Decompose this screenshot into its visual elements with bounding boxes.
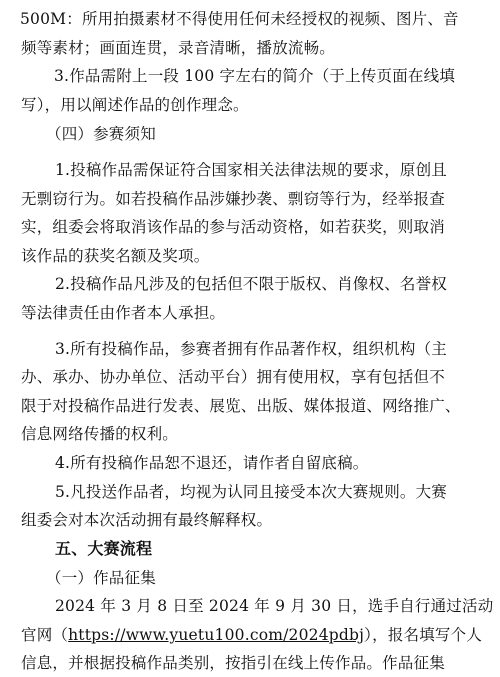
paragraph-line: 写），用以阐述作品的创作理念。 xyxy=(21,96,249,114)
paragraph-line: 实，组委会将取消该作品的参与活动资格，如若获奖，则取消 xyxy=(21,218,445,236)
website-link[interactable]: https://www.yuetu100.com/2024pdbj xyxy=(68,626,365,644)
section-heading: 五、大赛流程 xyxy=(55,539,153,558)
paragraph-line: 5.凡投送作品者，均视为认同且接受本次大赛规则。大赛 xyxy=(55,483,447,501)
paragraph-line: 办、承办、协办单位、活动平台）拥有使用权，享有包括但不 xyxy=(21,368,445,386)
paragraph-line: 组委会对本次活动拥有最终解释权。 xyxy=(21,511,273,529)
paragraph-line: 3.所有投稿作品，参赛者拥有作品著作权，组织机构（主 xyxy=(55,340,447,358)
paragraph-line: 3.作品需附上一段 100 字左右的简介（于上传页面在线填 xyxy=(54,67,456,85)
paragraph-line: 等法律责任由作者本人承担。 xyxy=(21,304,226,322)
paragraph-line xyxy=(21,623,482,647)
section-subheading: （一）作品征集 xyxy=(46,569,156,587)
paragraph-line: 信息，并根据投稿作品类别，按指引在线上传作品。作品征集 xyxy=(21,654,445,672)
paragraph-line: 无剽窃行为。如若投稿作品涉嫌抄袭、剽窃等行为，经举报查 xyxy=(21,190,445,208)
paragraph-text: 官网（ xyxy=(21,626,69,644)
paragraph-line: 该作品的获奖名额及奖项。 xyxy=(21,247,210,265)
paragraph-text: ），报名填写个人 xyxy=(364,626,483,644)
paragraph-line: 500M：所用拍摄素材不得使用任何未经授权的视频、图片、音 xyxy=(20,10,459,28)
paragraph-line: 1.投稿作品需保证符合国家相关法律法规的要求，原创且 xyxy=(55,161,447,179)
paragraph-line: 4.所有投稿作品恕不退还，请作者自留底稿。 xyxy=(55,454,369,472)
section-subheading: （四）参赛须知 xyxy=(46,125,156,143)
paragraph-line: 2.投稿作品凡涉及的包括但不限于版权、肖像权、名誉权 xyxy=(55,275,447,293)
paragraph-line: 信息网络传播的权利。 xyxy=(21,425,179,443)
paragraph-line: 限于对投稿作品进行发表、展览、出版、媒体报道、网络推广、 xyxy=(21,397,461,415)
paragraph-line: 频等素材；画面连贯，录音清晰，播放流畅。 xyxy=(21,39,336,57)
paragraph-line: 2024 年 3 月 8 日至 2024 年 9 月 30 日，选手自行通过活动 xyxy=(55,597,494,615)
